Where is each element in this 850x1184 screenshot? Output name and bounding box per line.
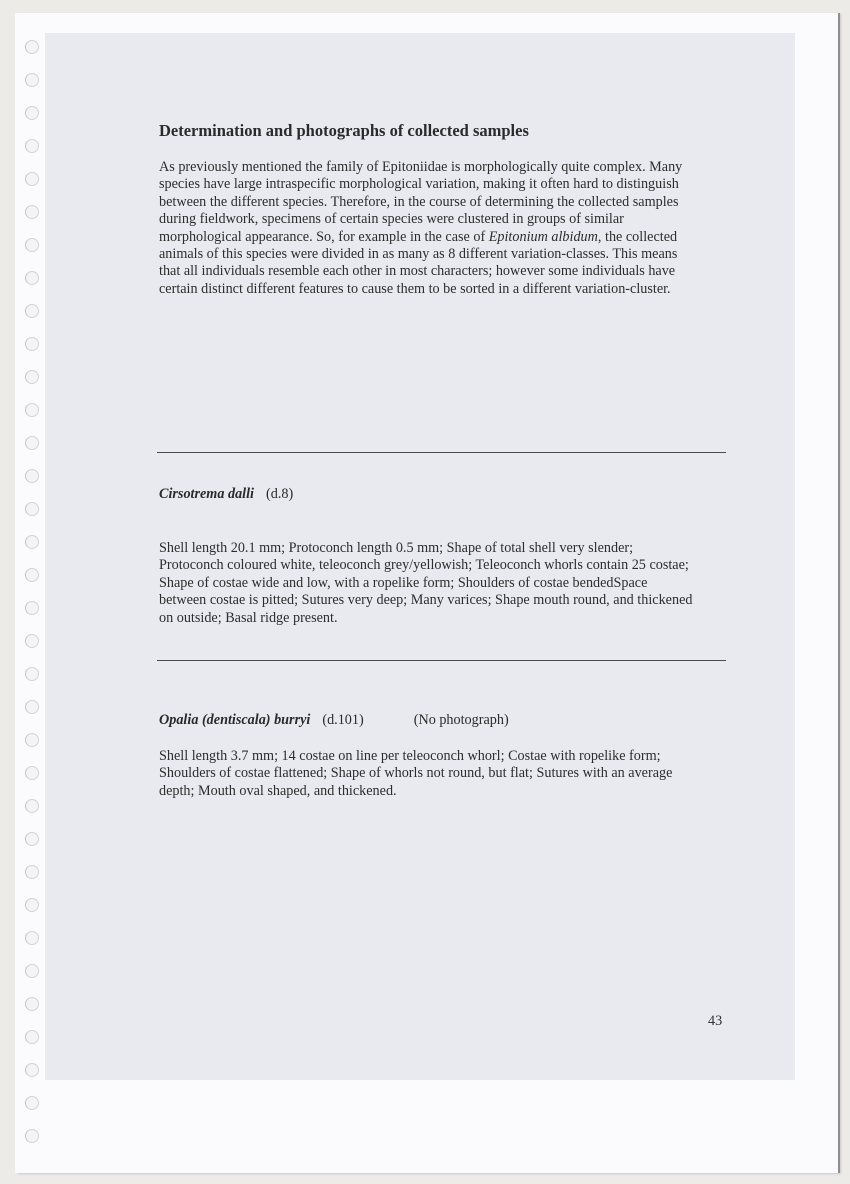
description-line: depth; Mouth oval shaped, and thickened. (159, 782, 397, 799)
intro-line: during fieldwork, specimens of certain species were clustered in groups of similar (159, 211, 624, 228)
page-number: 43 (708, 1013, 723, 1029)
species-name: Cirsotrema dalli (159, 486, 254, 502)
description-line: Protoconch coloured white, teleoconch grey/yellowish; Teleoconch whorls contain 25 costae; (159, 557, 689, 574)
divider-line (157, 452, 726, 453)
description-line: Shell length 3.7 mm; 14 costae on line per teleoconch whorl; Costae with ropelike form; (159, 748, 661, 764)
species-reference: Epitonium albidum (488, 228, 598, 245)
intro-text: , the collected (597, 228, 678, 245)
intro-text: morphological appearance. So, for example in the case of (159, 228, 489, 245)
intro-line: certain distinct different features to cause them to be sorted in a different variation-cluster. (159, 280, 671, 297)
species-heading (159, 486, 293, 503)
intro-line: between the different species. Therefore, in the course of determining the collected samples (159, 193, 679, 210)
intro-line: As previously mentioned the family of Epitoniidae is morphologically quite complex. Many (159, 159, 683, 175)
intro-line (159, 229, 739, 246)
species-description (159, 540, 739, 627)
description-line: on outside; Basal ridge present. (159, 609, 338, 626)
description-line: Shape of costae wide and low, with a ropelike form; Shoulders of costae bendedSpace (159, 574, 648, 591)
species-description (159, 748, 739, 800)
intro-paragraph (159, 159, 739, 298)
photo-note: (No photograph) (413, 712, 509, 728)
description-line: Shoulders of costae flattened; Shape of whorls not round, but flat; Sutures with an average (159, 765, 673, 782)
intro-line: that all individuals resemble each other in most characters; however some individuals have (159, 263, 676, 280)
divider-line (157, 660, 726, 661)
section-title: Determination and photographs of collected samples (159, 121, 529, 140)
species-name: Opalia (dentiscala) burryi (159, 712, 311, 728)
intro-line: animals of this species were divided in as many as 8 different variation-classes. This means (159, 246, 678, 263)
species-heading (159, 712, 509, 729)
specimen-code: (d.101) (322, 712, 364, 728)
intro-line: species have large intraspecific morphological variation, making it often hard to distinguish (159, 176, 679, 193)
specimen-code: (d.8) (266, 486, 294, 502)
description-line: between costae is pitted; Sutures very deep; Many varices; Shape mouth round, and thickened (159, 592, 693, 609)
description-line: Shell length 20.1 mm; Protoconch length 0.5 mm; Shape of total shell very slender; (159, 540, 634, 556)
